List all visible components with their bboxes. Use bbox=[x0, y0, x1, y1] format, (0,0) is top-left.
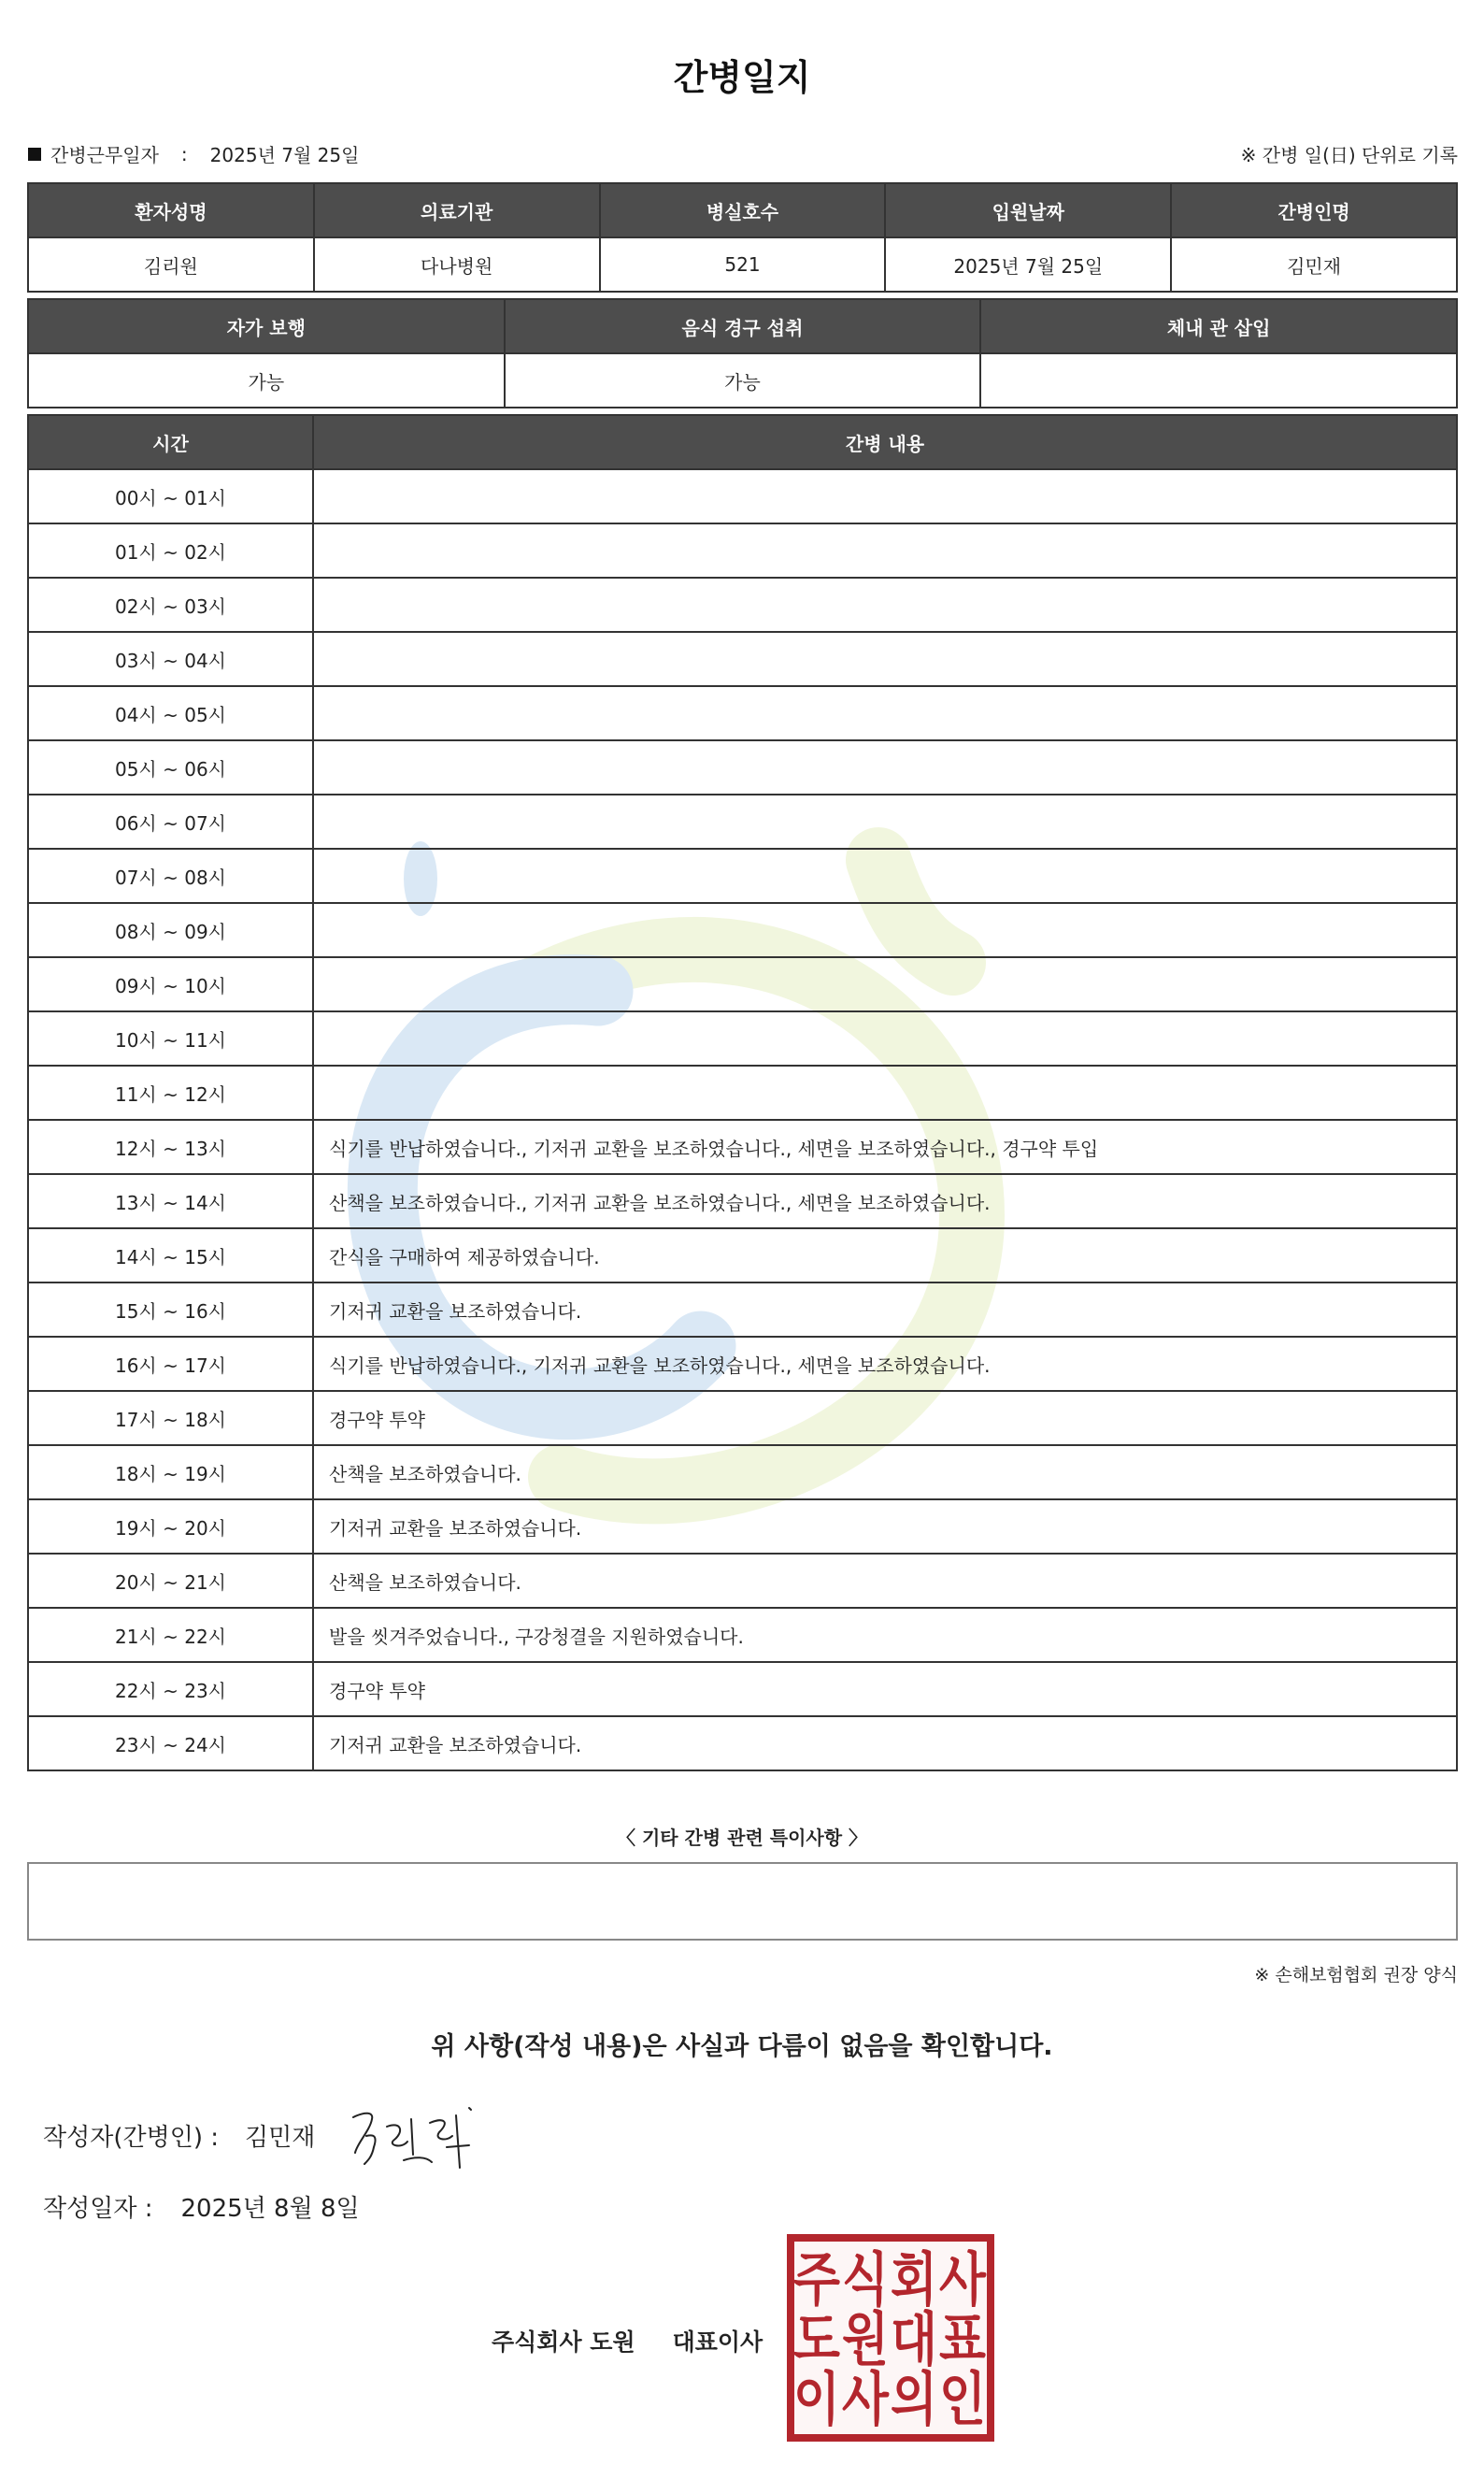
log-time-cell: 04시 ~ 05시 bbox=[28, 686, 313, 740]
care-log-row bbox=[28, 1282, 1457, 1337]
header-time: 시간 bbox=[28, 415, 313, 469]
oral-intake-value: 가능 bbox=[505, 353, 981, 408]
seal-glyph: 회 bbox=[891, 2245, 937, 2314]
log-content-cell: 산책을 보조하였습니다. bbox=[313, 1554, 1457, 1608]
log-time-cell: 22시 ~ 23시 bbox=[28, 1662, 313, 1716]
header-hospital: 의료기관 bbox=[314, 183, 600, 237]
work-date-row bbox=[28, 140, 359, 167]
log-content-cell bbox=[313, 957, 1457, 1011]
patient-info-table bbox=[27, 182, 1458, 293]
seal-glyph: 식 bbox=[842, 2245, 889, 2314]
log-content-cell: 산책을 보조하였습니다. bbox=[313, 1445, 1457, 1499]
care-log-table bbox=[27, 414, 1458, 1771]
care-log-row bbox=[28, 1120, 1457, 1174]
admission-date: 2025년 7월 25일 bbox=[885, 237, 1171, 292]
log-time-cell: 16시 ~ 17시 bbox=[28, 1337, 313, 1391]
care-log-row bbox=[28, 1499, 1457, 1554]
log-time-cell: 14시 ~ 15시 bbox=[28, 1228, 313, 1282]
care-log-row bbox=[28, 1228, 1457, 1282]
log-time-cell: 09시 ~ 10시 bbox=[28, 957, 313, 1011]
care-log-row bbox=[28, 903, 1457, 957]
written-date-value: 2025년 8월 8일 bbox=[180, 2195, 360, 2223]
work-date-colon: : bbox=[180, 142, 188, 165]
handwritten-signature bbox=[346, 2099, 486, 2183]
log-content-cell bbox=[313, 1011, 1457, 1066]
caregiver-name: 김민재 bbox=[1171, 237, 1457, 292]
header-room-number: 병실호수 bbox=[600, 183, 886, 237]
seal-glyph: 이 bbox=[793, 2365, 840, 2433]
log-time-cell: 12시 ~ 13시 bbox=[28, 1120, 313, 1174]
care-log-row bbox=[28, 632, 1457, 686]
daily-record-note: ※ 간병 일(日) 단위로 기록 bbox=[1240, 144, 1458, 166]
special-notes-box bbox=[27, 1862, 1458, 1941]
care-log-row bbox=[28, 1337, 1457, 1391]
work-date-label: 간병근무일자 bbox=[50, 144, 159, 166]
writer-label: 작성자(간병인) : bbox=[43, 2124, 220, 2152]
log-time-cell: 01시 ~ 02시 bbox=[28, 523, 313, 578]
patient-status-table bbox=[27, 298, 1458, 408]
log-time-cell: 10시 ~ 11시 bbox=[28, 1011, 313, 1066]
seal-glyph: 인 bbox=[939, 2365, 986, 2433]
header-care-content: 간병 내용 bbox=[313, 415, 1457, 469]
hospital-name: 다나병원 bbox=[314, 237, 600, 292]
seal-glyph: 의 bbox=[891, 2365, 937, 2433]
log-content-cell: 간식을 구매하여 제공하였습니다. bbox=[313, 1228, 1457, 1282]
log-time-cell: 03시 ~ 04시 bbox=[28, 632, 313, 686]
care-log-row bbox=[28, 740, 1457, 795]
seal-glyph: 표 bbox=[939, 2305, 987, 2373]
log-time-cell: 05시 ~ 06시 bbox=[28, 740, 313, 795]
log-content-cell bbox=[313, 523, 1457, 578]
log-content-cell bbox=[313, 849, 1457, 903]
patient-name: 김리원 bbox=[28, 237, 314, 292]
writer-name: 김민재 bbox=[245, 2124, 316, 2152]
log-time-cell: 18시 ~ 19시 bbox=[28, 1445, 313, 1499]
log-content-cell: 기저귀 교환을 보조하였습니다. bbox=[313, 1716, 1457, 1770]
writer-row bbox=[43, 2118, 315, 2153]
bullet-square-icon bbox=[28, 148, 41, 161]
care-log-row bbox=[28, 1391, 1457, 1445]
patient-info-value-row bbox=[28, 237, 1457, 292]
log-time-cell: 13시 ~ 14시 bbox=[28, 1174, 313, 1228]
log-time-cell: 02시 ~ 03시 bbox=[28, 578, 313, 632]
log-content-cell: 산책을 보조하였습니다., 기저귀 교환을 보조하였습니다., 세면을 보조하였습니다. bbox=[313, 1174, 1457, 1228]
seal-glyph: 사 bbox=[842, 2365, 890, 2433]
header-self-walking: 자가 보행 bbox=[28, 299, 505, 353]
status-header-row bbox=[28, 299, 1457, 353]
written-date-row bbox=[43, 2189, 360, 2224]
care-log-row bbox=[28, 469, 1457, 523]
header-caregiver-name: 간병인명 bbox=[1171, 183, 1457, 237]
log-time-cell: 23시 ~ 24시 bbox=[28, 1716, 313, 1770]
care-log-row bbox=[28, 523, 1457, 578]
care-log-row bbox=[28, 1716, 1457, 1770]
care-log-header-row bbox=[28, 415, 1457, 469]
care-log-row bbox=[28, 1011, 1457, 1066]
log-content-cell: 발을 씻겨주었습니다., 구강청결을 지원하였습니다. bbox=[313, 1608, 1457, 1662]
log-content-cell bbox=[313, 740, 1457, 795]
log-content-cell bbox=[313, 578, 1457, 632]
company-name: 주식회사 도원 bbox=[492, 2329, 635, 2356]
seal-glyph: 주 bbox=[793, 2245, 841, 2314]
work-date-value: 2025년 7월 25일 bbox=[209, 144, 360, 166]
self-walking-value: 가능 bbox=[28, 353, 505, 408]
log-time-cell: 08시 ~ 09시 bbox=[28, 903, 313, 957]
header-oral-intake: 음식 경구 섭취 bbox=[505, 299, 981, 353]
log-content-cell: 기저귀 교환을 보조하였습니다. bbox=[313, 1282, 1457, 1337]
seal-glyph: 사 bbox=[939, 2245, 987, 2314]
log-content-cell: 경구약 투약 bbox=[313, 1391, 1457, 1445]
confirmation-statement: 위 사항(작성 내용)은 사실과 다름이 없음을 확인합니다. bbox=[431, 2032, 1053, 2061]
tube-insertion-value bbox=[980, 353, 1457, 408]
header-patient-name: 환자성명 bbox=[28, 183, 314, 237]
log-content-cell bbox=[313, 903, 1457, 957]
seal-glyph: 도 bbox=[793, 2305, 841, 2373]
log-content-cell: 기저귀 교환을 보조하였습니다. bbox=[313, 1499, 1457, 1554]
care-log-row bbox=[28, 795, 1457, 849]
care-log-row bbox=[28, 1554, 1457, 1608]
log-time-cell: 07시 ~ 08시 bbox=[28, 849, 313, 903]
log-time-cell: 15시 ~ 16시 bbox=[28, 1282, 313, 1337]
company-seal bbox=[787, 2234, 994, 2442]
log-content-cell: 식기를 반납하였습니다., 기저귀 교환을 보조하였습니다., 세면을 보조하였습니다., 경구약 투입 bbox=[313, 1120, 1457, 1174]
log-time-cell: 20시 ~ 21시 bbox=[28, 1554, 313, 1608]
log-time-cell: 06시 ~ 07시 bbox=[28, 795, 313, 849]
seal-glyph: 대 bbox=[891, 2305, 937, 2373]
log-time-cell: 17시 ~ 18시 bbox=[28, 1391, 313, 1445]
log-time-cell: 19시 ~ 20시 bbox=[28, 1499, 313, 1554]
log-content-cell bbox=[313, 632, 1457, 686]
care-log-row bbox=[28, 1066, 1457, 1120]
log-time-cell: 00시 ~ 01시 bbox=[28, 469, 313, 523]
care-log-body bbox=[28, 469, 1457, 1770]
recommended-form-note: ※ 손해보험협회 권장 양식 bbox=[1254, 1965, 1458, 1985]
care-log-row bbox=[28, 957, 1457, 1011]
patient-info-header-row bbox=[28, 183, 1457, 237]
special-notes-title: 〈 기타 간병 관련 특이사항 〉 bbox=[616, 1827, 867, 1849]
page-title: 간병일지 bbox=[673, 57, 811, 98]
seal-glyph: 원 bbox=[842, 2305, 889, 2373]
header-admission-date: 입원날짜 bbox=[885, 183, 1171, 237]
log-time-cell: 21시 ~ 22시 bbox=[28, 1608, 313, 1662]
care-log-row bbox=[28, 1445, 1457, 1499]
care-log-row bbox=[28, 1662, 1457, 1716]
log-content-cell bbox=[313, 469, 1457, 523]
care-log-row bbox=[28, 578, 1457, 632]
log-content-cell bbox=[313, 1066, 1457, 1120]
care-log-row bbox=[28, 849, 1457, 903]
log-content-cell: 경구약 투약 bbox=[313, 1662, 1457, 1716]
log-time-cell: 11시 ~ 12시 bbox=[28, 1066, 313, 1120]
status-value-row bbox=[28, 353, 1457, 408]
log-content-cell: 식기를 반납하였습니다., 기저귀 교환을 보조하였습니다., 세면을 보조하였습니다. bbox=[313, 1337, 1457, 1391]
header-tube-insertion: 체내 관 삽입 bbox=[980, 299, 1457, 353]
care-log-row bbox=[28, 1608, 1457, 1662]
company-title: 대표이사 bbox=[672, 2329, 763, 2356]
company-signature-row bbox=[492, 2324, 763, 2357]
log-content-cell bbox=[313, 795, 1457, 849]
written-date-label: 작성일자 : bbox=[43, 2195, 153, 2223]
care-log-row bbox=[28, 1174, 1457, 1228]
log-content-cell bbox=[313, 686, 1457, 740]
room-number: 521 bbox=[600, 237, 886, 292]
care-log-row bbox=[28, 686, 1457, 740]
